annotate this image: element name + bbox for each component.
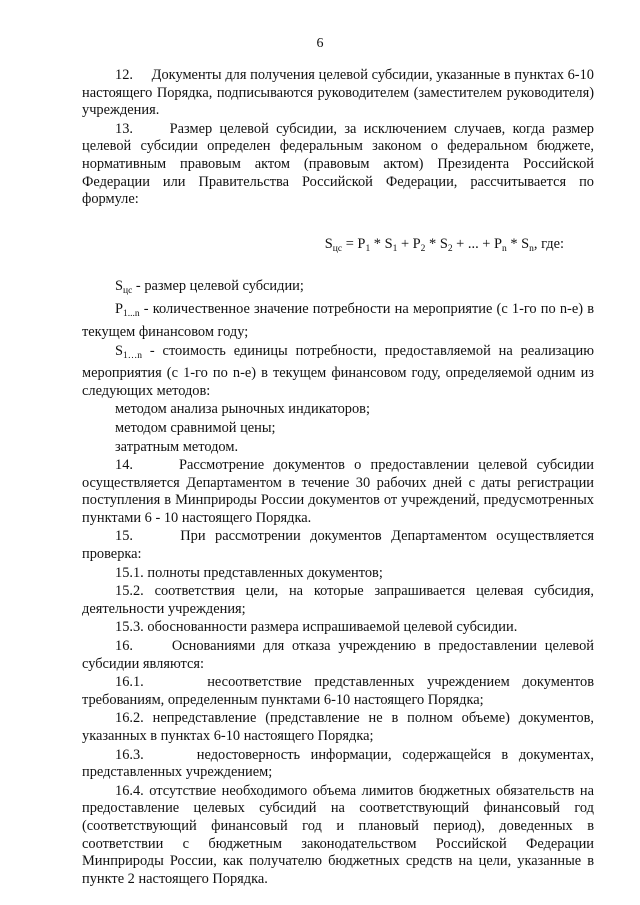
paragraph-16-1: 16.1. несоответствие представленных учреждением документов требованиям, определенным пунктами 6-10 настоящего Порядка; — [82, 674, 594, 708]
paragraph-15-2: 15.2. соответствия цели, на которые запрашивается целевая субсидия, деятельности учреждения; — [82, 583, 594, 617]
paragraph-16-4: 16.4. отсутствие необходимого объема лимитов бюджетных обязательств на предоставление целевых субсидий на соответствующий финансовый год (соответствующий финансовый год и плановый период), доведенных в соответствии с бюджетным законодательством Российской Федерации Минприроды России, как получателю бюджетных средств на цели, указанные в пункте 2 настоящего Порядка. — [82, 782, 594, 887]
paragraph-15-1: 15.1. полноты представленных документов; — [115, 564, 383, 581]
method-cost: затратным методом. — [115, 438, 239, 455]
subsidy-formula: $S_{цс} = P_1 * S_1 + P_2 * S_2$ + ... + $P_n * S_n$, где: — [324, 235, 564, 254]
paragraph-16: 16. Основаниями для отказа учреждению в предоставлении целевой субсидии являются: — [82, 638, 594, 672]
paragraph-13: 13. Размер целевой субсидии, за исключением случаев, когда размер целевой субсидии определен федеральным законом о федеральном бюджете, нормативным правовым актом (правовым актом) Президента Российской Федерации или Правительства Российской Федерации, рассчитывается по формуле: — [82, 120, 594, 208]
page-number: 6 — [316, 36, 324, 51]
paragraph-15-3: 15.3. обоснованности размера испрашиваемой целевой субсидии. — [115, 619, 518, 636]
definition-scs: $S_{цс}$ - размер целевой субсидии; — [115, 277, 304, 296]
paragraph-12: 12. Документы для получения целевой субсидии, указанные в пунктах 6-10 настоящего Порядка, подписываются руководителем (заместителем руководителя) учреждения. — [82, 67, 594, 119]
paragraph-16-2: 16.2. непредставление (представление не в полном объеме) документов, указанных в пунктах 6-10 настоящего Порядка; — [82, 710, 594, 744]
formula-s: S — [324, 235, 333, 252]
method-market: методом анализа рыночных индикаторов; — [115, 401, 370, 418]
definition-p: $P_{1...n}$ - количественное значение потребности на мероприятие (с 1-го по n-е) в текущем финансовом году; — [82, 301, 594, 340]
paragraph-14: 14. Рассмотрение документов о предоставлении целевой субсидии осуществляется Департаментом в течение 30 рабочих дней с даты регистрации поступления в Минприроды России документов от учреждений, предусмотренных пунктами 6 - 10 настоящего Порядка. — [82, 457, 594, 526]
paragraph-15: 15. При рассмотрении документов Департаментом осуществляется проверка: — [82, 528, 594, 563]
document-body — [82, 67, 594, 888]
definition-s: $S_{1\dots n}$ - стоимость единицы потребности, предоставляемой на реализацию мероприятия (с 1-го по n-е) в текущем финансовом году, определяемой одним из следующих методов: — [82, 342, 594, 399]
method-comparable-price: методом сравнимой цены; — [115, 419, 276, 436]
paragraph-16-3: 16.3. недостоверность информации, содержащейся в документах, представленных учреждением; — [82, 746, 594, 781]
